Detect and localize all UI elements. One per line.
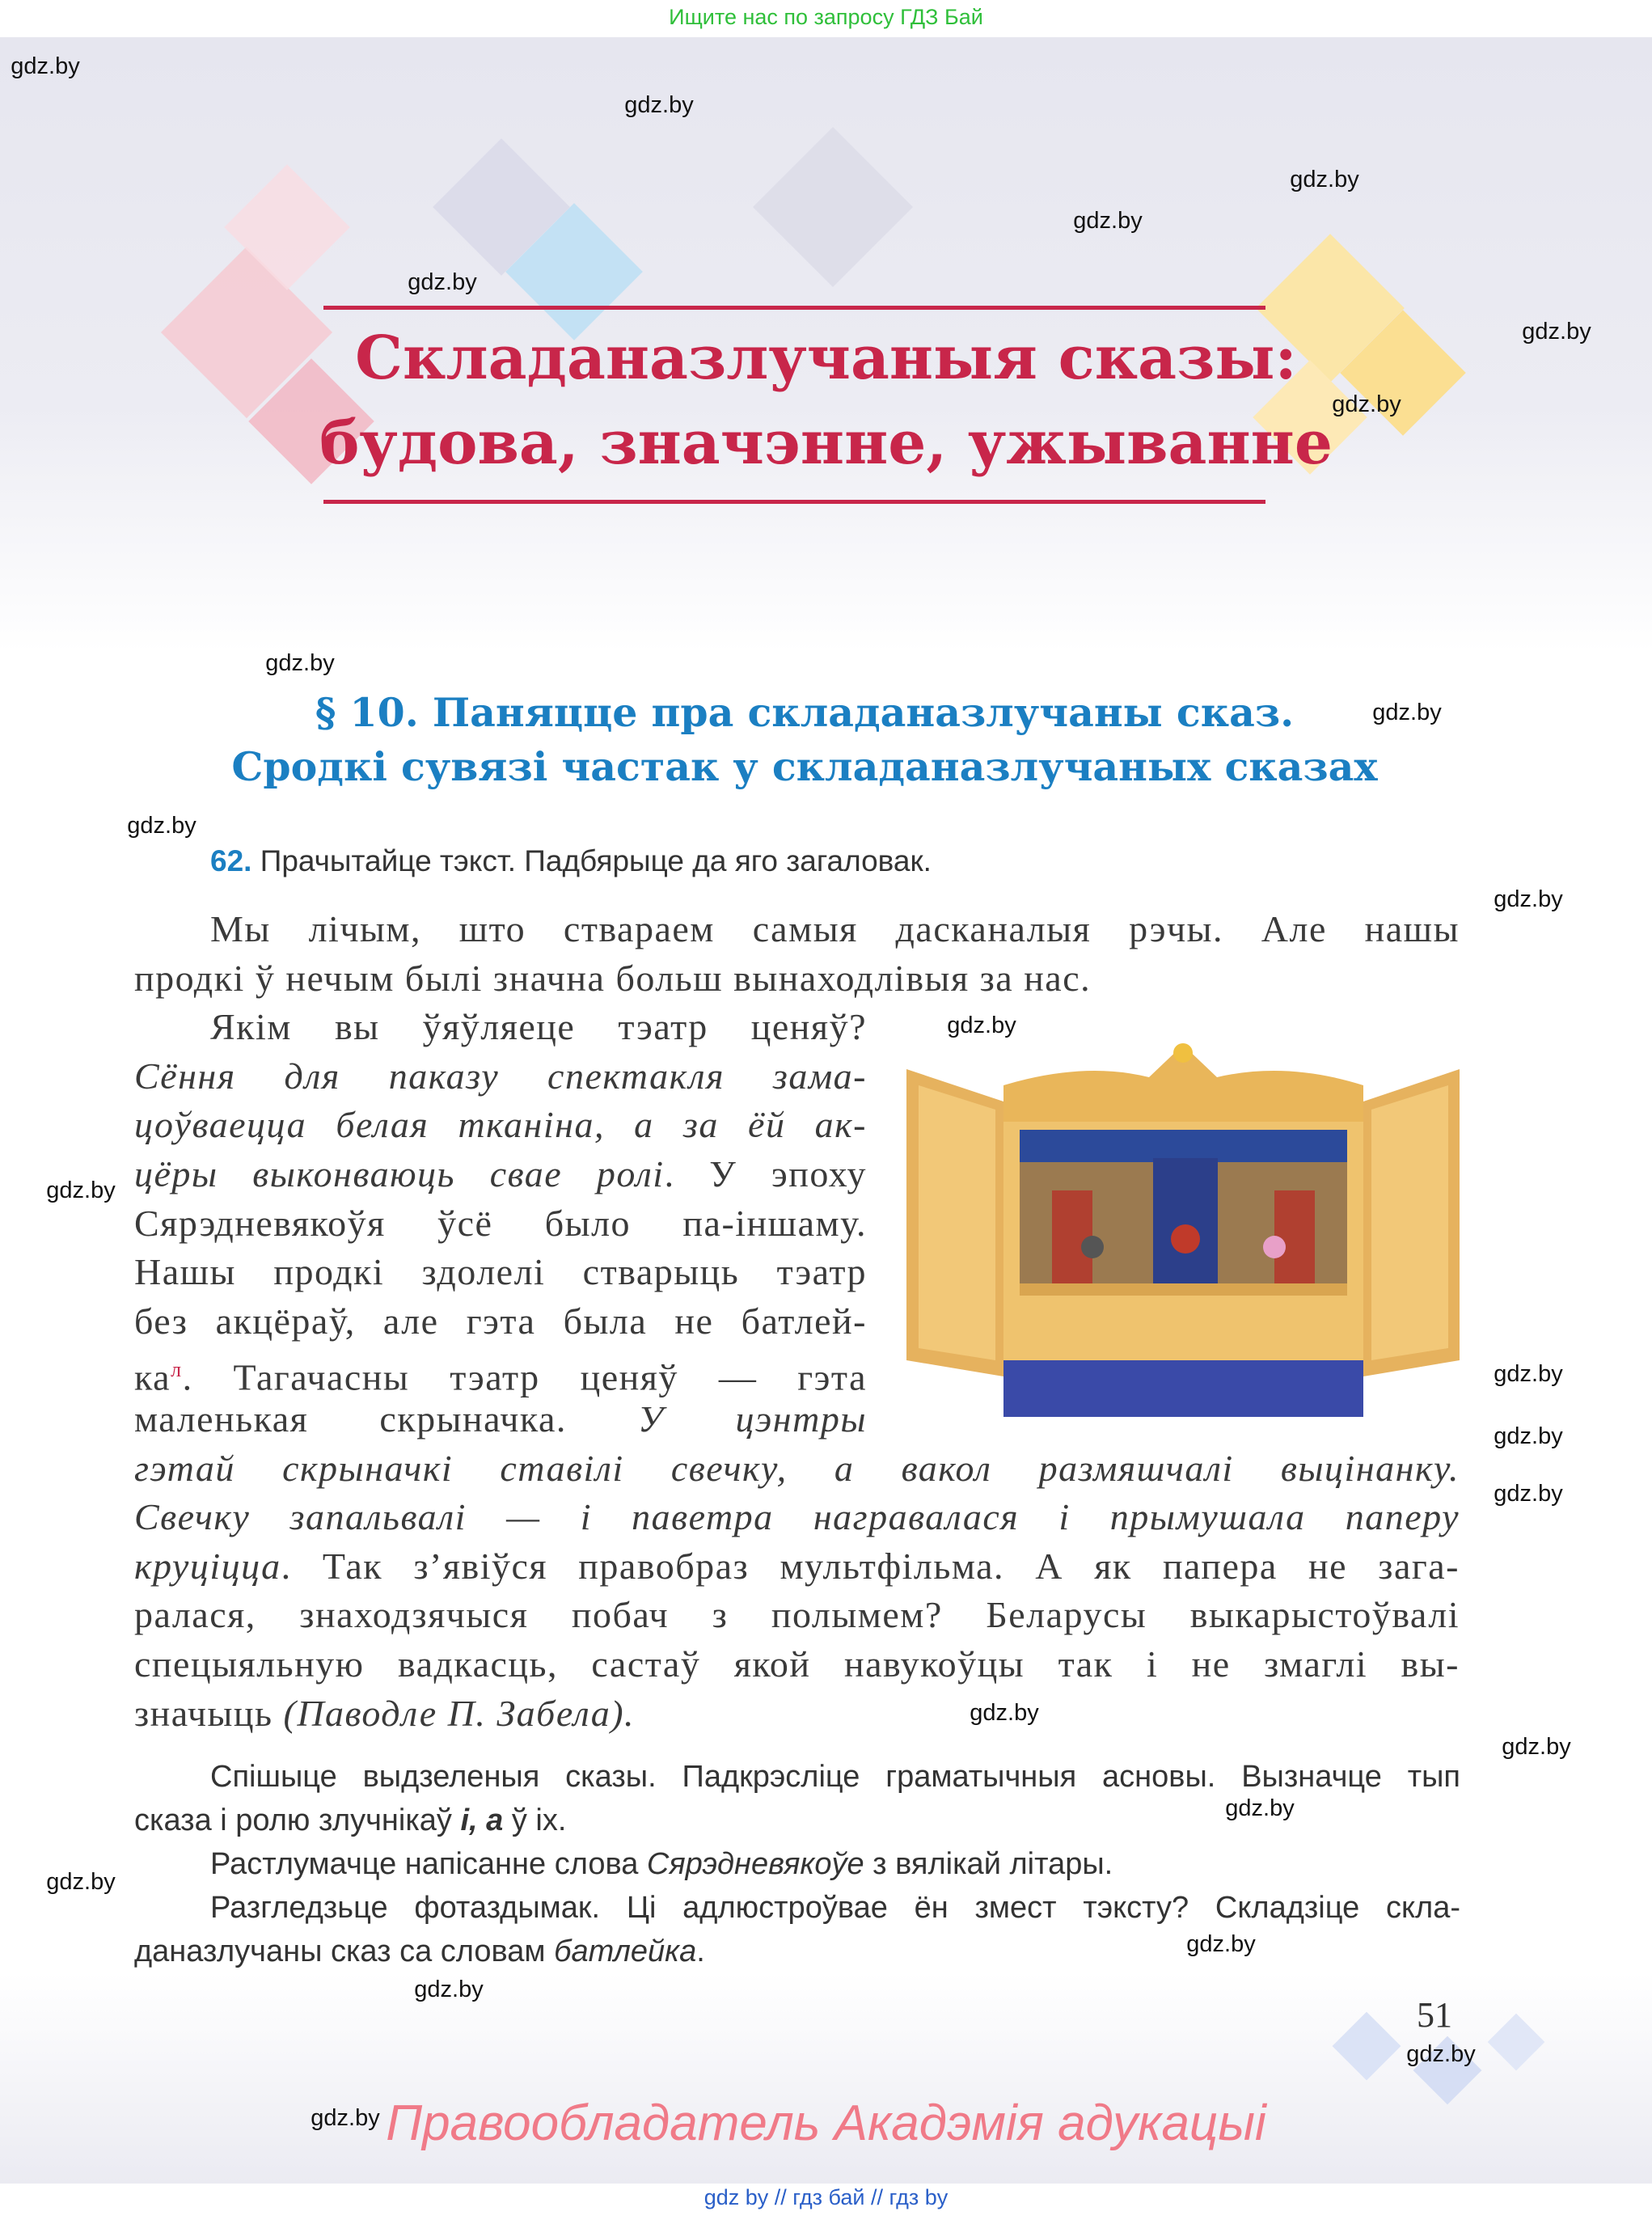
text-segment: продкі ў нечым былі значна больш вынаходлівыя за нас.	[134, 957, 1092, 999]
exercise-task: Прачытайце тэкст. Падбярыце да яго загаловак.	[260, 844, 932, 877]
watermark: gdz.by	[1494, 1423, 1563, 1449]
text-segment: значыць	[134, 1692, 284, 1734]
text-line	[134, 1444, 1460, 1493]
watermark: gdz.by	[408, 269, 477, 295]
watermark: gdz.by	[11, 53, 80, 79]
text-line	[134, 954, 1091, 1003]
text-segment: круціцца	[134, 1545, 281, 1587]
text-line	[134, 1493, 1460, 1541]
top-banner: Ищите нас по запросу ГДЗ Бай	[0, 0, 1652, 37]
question-line	[210, 1755, 1460, 1799]
question-segment: ў іх.	[503, 1803, 567, 1837]
text-segment: Нашы продкі здолелі стварыць тэатр	[134, 1251, 867, 1293]
section-title-line-2: Сродкі сувязі частак у складаназлучаных сказах	[231, 743, 1378, 790]
watermark: gdz.by	[1073, 208, 1143, 234]
exercise-number: 62.	[210, 844, 252, 877]
watermark: gdz.by	[127, 813, 196, 839]
watermark: gdz.by	[1372, 700, 1442, 725]
title-rule-top	[323, 306, 1265, 310]
watermark: gdz.by	[46, 1178, 116, 1203]
question-line	[134, 1799, 566, 1842]
question-segment: даназлучаны сказ са словам	[134, 1934, 555, 1968]
glossary-mark: л	[171, 1358, 183, 1382]
text-line	[134, 1150, 867, 1199]
question-line	[210, 1842, 1113, 1886]
owner-notice: Правообладатель Акадэмія адукацыі	[386, 2095, 1266, 2151]
watermark: gdz.by	[1186, 1931, 1256, 1957]
text-segment: У цэнтры	[638, 1398, 867, 1440]
text-segment: цоўваецца белая тканіна, а за ёй ак-	[134, 1104, 867, 1146]
question-segment: Разгледзьце фотаздымак. Ці адлюстроўвае ён змест тэксту? Складзіце скла-	[210, 1891, 1460, 1925]
text-line	[134, 1640, 1460, 1689]
question-segment: .	[696, 1934, 705, 1968]
text-segment: Свечку запальвалі — і паветра награвалася і прымушала паперу	[134, 1496, 1460, 1538]
chapter-title-line-2: будова, значэнне, ужыванне	[319, 408, 1333, 478]
title-rule-bottom	[323, 500, 1265, 504]
watermark: gdz.by	[1522, 319, 1591, 345]
chapter-title-line-1: Складаназлучаныя сказы:	[355, 323, 1297, 393]
batleika-photo	[906, 1037, 1460, 1417]
watermark: gdz.by	[46, 1869, 116, 1895]
text-line	[134, 1689, 635, 1738]
question-segment: з вялікай літары.	[864, 1847, 1113, 1881]
text-line	[134, 1199, 867, 1248]
text-line	[134, 1297, 867, 1346]
text-segment: . Тагачасны тэатр ценяў — гэта	[182, 1356, 867, 1398]
watermark: gdz.by	[970, 1700, 1039, 1726]
text-line	[210, 905, 1460, 953]
watermark: gdz.by	[947, 1013, 1016, 1038]
watermark: gdz.by	[311, 2105, 380, 2131]
watermark: gdz.by	[1494, 1361, 1563, 1387]
watermark: gdz.by	[1494, 1481, 1563, 1507]
question-segment: Растлумачце напісанне слова	[210, 1847, 647, 1881]
text-segment: цёры выконваюць свае ролі	[134, 1153, 665, 1194]
watermark: gdz.by	[1406, 2041, 1476, 2067]
watermark: gdz.by	[1494, 886, 1563, 912]
exercise-header	[210, 841, 932, 882]
text-segment: . Так з’явіўся правобраз мультфільма. А як папера не зага-	[281, 1545, 1460, 1587]
text-line	[210, 1003, 867, 1051]
page-number: 51	[1417, 1995, 1452, 2035]
watermark: gdz.by	[1332, 391, 1401, 417]
watermark: gdz.by	[1290, 167, 1359, 192]
text-line	[134, 1101, 867, 1149]
text-line	[134, 1052, 867, 1101]
text-line	[134, 1248, 867, 1296]
question-line	[210, 1886, 1460, 1930]
question-segment: Сярэдневякоўе	[646, 1847, 864, 1881]
watermark: gdz.by	[414, 1977, 484, 2002]
text-segment: ралася, знаходзячыся побач з полымем? Беларусы выкарыстоўвалі	[134, 1594, 1460, 1636]
watermark: gdz.by	[624, 92, 694, 118]
text-segment: Сёння для паказу спектакля зама-	[134, 1055, 867, 1097]
question-segment: і, а	[460, 1803, 504, 1837]
question-segment: батлейка	[554, 1934, 697, 1968]
text-segment: (Паводле П. Забела).	[283, 1692, 636, 1734]
footer-decoration	[0, 1973, 1652, 2184]
text-segment: Сярэдневякоўя ўсё было па-іншаму.	[134, 1202, 867, 1244]
text-segment: . У эпоху	[664, 1153, 868, 1194]
question-segment: Спішыце выдзеленыя сказы. Падкрэсліце граматычныя асновы. Вызначце тып	[210, 1760, 1460, 1794]
text-segment: спецыяльную вадкасць, састаў якой навукоўцы так і не змаглі вы-	[134, 1643, 1460, 1685]
question-segment: сказа і ролю злучнікаў	[134, 1803, 461, 1837]
question-line	[134, 1930, 705, 1973]
text-segment: ка	[134, 1356, 171, 1398]
text-segment: маленькая скрыначка.	[134, 1398, 638, 1440]
watermark: gdz.by	[265, 650, 335, 676]
text-line	[134, 1591, 1460, 1639]
watermark: gdz.by	[1225, 1795, 1295, 1821]
text-line	[134, 1542, 1460, 1591]
section-title-line-1: § 10. Паняцце пра складаназлучаны сказ.	[315, 689, 1295, 736]
text-line	[134, 1346, 867, 1398]
text-segment: Мы лічым, што ствараем самыя дасканалыя рэчы. Але нашы	[210, 908, 1460, 949]
text-segment: Якім вы ўяўляеце тэатр ценяў?	[210, 1006, 867, 1048]
bottom-links[interactable]: gdz by // гдз бай // гдз by	[703, 2185, 949, 2209]
text-segment: без акцёраў, але гэта была не батлей-	[134, 1300, 867, 1342]
watermark: gdz.by	[1502, 1734, 1571, 1760]
text-segment: гэтай скрыначкі ставілі свечку, а вакол размяшчалі выцінанку.	[134, 1447, 1460, 1489]
text-line	[134, 1395, 867, 1444]
